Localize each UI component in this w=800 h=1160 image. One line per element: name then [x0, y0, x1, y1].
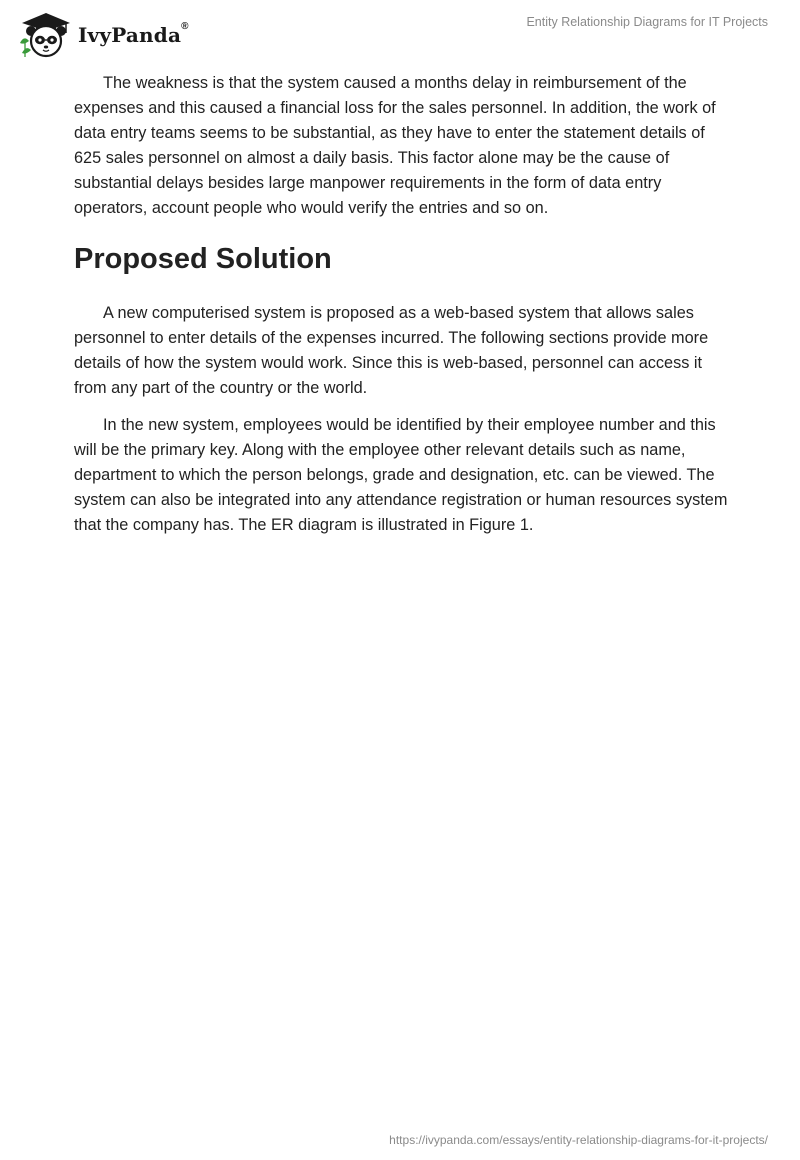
source-url-link[interactable]: https://ivypanda.com/essays/entity-relationship-diagrams-for-it-projects/: [389, 1133, 768, 1147]
paragraph-weakness: The weakness is that the system caused a months delay in reimbursement of the expenses and this caused a financial loss for the sales personnel. In addition, the work of data entry teams seems to be substantial, as they have to enter the statement details of 625 sales personnel on almost a daily basis. This factor alone may be the cause of substantial delays besides large manpower requirements in the form of data entry operators, account people who would verify the entries and so on.: [74, 74, 716, 217]
ivypanda-logo[interactable]: [16, 9, 216, 59]
document-title: Entity Relationship Diagrams for IT Projects: [526, 15, 768, 29]
page-header: [0, 0, 800, 70]
paragraph-new-system: In the new system, employees would be identified by their employee number and this will be the primary key. Along with the employee other relevant details such as name, department to which the person belongs, grade and designation, etc. can be viewed. The system can also be integrated into any attendance registration or human resources system that the company has. The ER diagram is illustrated in Figure 1.: [74, 416, 728, 534]
essay-content: [74, 71, 734, 550]
paragraph-proposal: A new computerised system is proposed as a web-based system that allows sales personnel to enter details of the expenses incurred. The following sections provide more details of how the system would work. Since this is web-based, personnel can access it from any part of the country or the world.: [74, 304, 709, 397]
panda-graduate-icon: [16, 9, 76, 59]
section-heading: Proposed Solution: [74, 243, 332, 275]
brand-name: IvyPanda®: [78, 21, 189, 47]
